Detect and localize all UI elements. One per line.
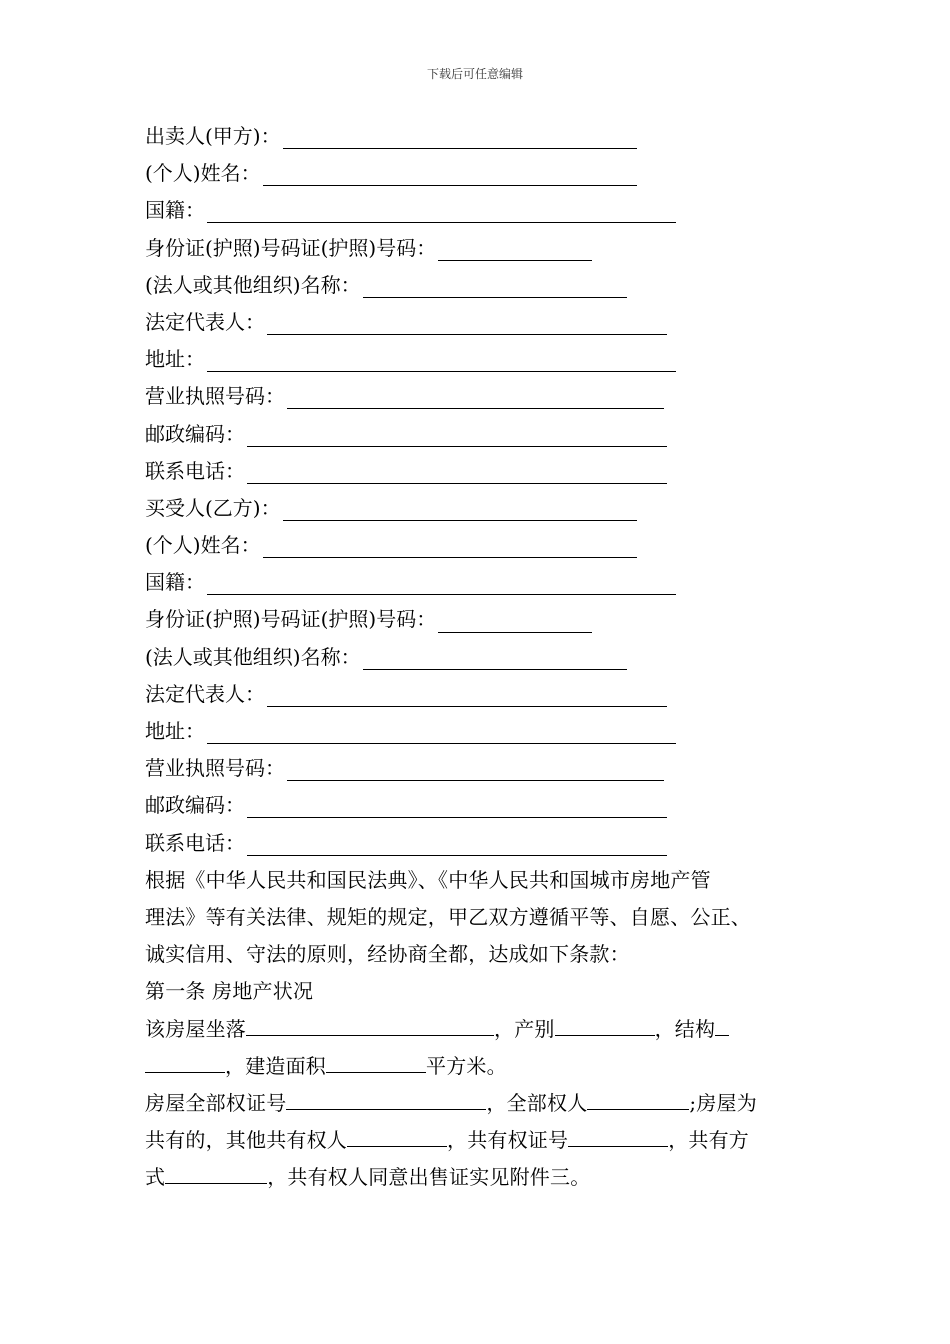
field-label: 邮政编码： bbox=[145, 421, 245, 446]
preamble-line: 根据《中华人民共和国民法典》、《中华人民共和国城市房地产管 bbox=[145, 867, 711, 892]
buyer-heading-row bbox=[145, 490, 825, 527]
owner-blank[interactable] bbox=[587, 1085, 689, 1110]
seller-postal-row bbox=[145, 416, 825, 453]
seller-id-row bbox=[145, 230, 825, 267]
buyer-nationality-blank[interactable] bbox=[207, 566, 676, 595]
buyer-address-blank[interactable] bbox=[207, 715, 676, 744]
seller-nationality-blank[interactable] bbox=[207, 194, 676, 223]
buyer-license-row bbox=[145, 750, 825, 787]
structure-blank[interactable] bbox=[145, 1048, 225, 1073]
page-header-note: 下载后可任意编辑 bbox=[426, 67, 523, 81]
article-1-title: 第一条 房地产状况 bbox=[145, 979, 314, 1004]
paragraph-text: ;房屋为 bbox=[689, 1090, 757, 1115]
location-blank[interactable] bbox=[246, 1011, 494, 1036]
co-ownership-mode-blank[interactable] bbox=[165, 1159, 267, 1184]
contract-body bbox=[145, 118, 825, 1197]
field-label: (个人)姓名： bbox=[145, 161, 261, 186]
co-owner-blank[interactable] bbox=[347, 1122, 447, 1147]
preamble-line: 理法》等有关法律、规矩的规定，甲乙双方遵循平等、自愿、公正、 bbox=[145, 904, 751, 929]
buyer-license-blank[interactable] bbox=[287, 752, 664, 781]
seller-org-row bbox=[145, 267, 825, 304]
seller-address-row bbox=[145, 341, 825, 378]
buyer-id-blank[interactable] bbox=[438, 604, 592, 633]
seller-address-blank[interactable] bbox=[207, 343, 676, 372]
preamble-line: 诚实信用、守法的原则，经协商全都，达成如下条款： bbox=[145, 942, 630, 967]
buyer-blank[interactable] bbox=[283, 492, 637, 521]
paragraph-text: ，共有权证号 bbox=[447, 1128, 569, 1153]
paragraph-text: 式 bbox=[145, 1165, 166, 1190]
paragraph-text: ，共有方 bbox=[668, 1128, 750, 1153]
paragraph-text: ，结构 bbox=[654, 1016, 716, 1041]
seller-postal-blank[interactable] bbox=[247, 418, 667, 447]
field-label: 国籍： bbox=[145, 198, 205, 223]
field-label: 法定代表人： bbox=[145, 681, 265, 706]
seller-heading: 出卖人(甲方)： bbox=[145, 124, 281, 148]
preamble-paragraph bbox=[145, 862, 825, 974]
buyer-name-blank[interactable] bbox=[263, 529, 637, 558]
field-label: 法定代表人： bbox=[145, 309, 265, 334]
seller-rep-row bbox=[145, 304, 825, 341]
buyer-nationality-row bbox=[145, 564, 825, 601]
paragraph-text: 房屋全部权证号 bbox=[145, 1090, 287, 1115]
paragraph-text: 该房屋坐落 bbox=[145, 1016, 246, 1041]
field-label: 地址： bbox=[145, 347, 205, 372]
buyer-org-row bbox=[145, 639, 825, 676]
field-label: 国籍： bbox=[145, 570, 205, 595]
paragraph-text: ，建造面积 bbox=[225, 1053, 326, 1078]
article-1-paragraph-1 bbox=[145, 1011, 825, 1085]
field-label: 邮政编码： bbox=[145, 793, 245, 818]
seller-phone-blank[interactable] bbox=[247, 455, 667, 484]
area-blank[interactable] bbox=[326, 1048, 426, 1073]
paragraph-text: ，全部权人 bbox=[486, 1090, 588, 1115]
seller-heading-row bbox=[145, 118, 825, 155]
structure-blank-start[interactable] bbox=[715, 1011, 729, 1036]
field-label: (法人或其他组织)名称： bbox=[145, 644, 361, 669]
buyer-address-row bbox=[145, 713, 825, 750]
seller-license-row bbox=[145, 378, 825, 415]
paragraph-text: ，产别 bbox=[494, 1016, 555, 1041]
seller-blank[interactable] bbox=[283, 120, 637, 149]
seller-license-blank[interactable] bbox=[287, 380, 664, 409]
buyer-rep-row bbox=[145, 676, 825, 713]
buyer-postal-blank[interactable] bbox=[247, 789, 667, 818]
field-label: (法人或其他组织)名称： bbox=[145, 272, 361, 297]
paragraph-text: 共有的，其他共有权人 bbox=[145, 1128, 347, 1153]
field-label: 营业执照号码： bbox=[145, 384, 285, 409]
field-label: 营业执照号码： bbox=[145, 756, 285, 781]
seller-phone-row bbox=[145, 453, 825, 490]
buyer-heading: 买受人(乙方)： bbox=[145, 495, 281, 520]
field-label: (个人)姓名： bbox=[145, 533, 261, 558]
field-label: 联系电话： bbox=[145, 830, 245, 855]
buyer-id-row bbox=[145, 601, 825, 638]
seller-nationality-row bbox=[145, 192, 825, 229]
paragraph-text: ，共有权人同意出售证实见附件三。 bbox=[267, 1165, 591, 1190]
field-label: 身份证(护照)号码证(护照)号码： bbox=[145, 235, 437, 260]
buyer-phone-blank[interactable] bbox=[247, 827, 667, 856]
certificate-number-blank[interactable] bbox=[286, 1085, 486, 1110]
field-label: 地址： bbox=[145, 719, 205, 743]
field-label: 联系电话： bbox=[145, 458, 245, 483]
property-type-blank[interactable] bbox=[555, 1011, 655, 1036]
buyer-rep-blank[interactable] bbox=[267, 678, 667, 707]
buyer-phone-row bbox=[145, 825, 825, 862]
field-label: 身份证(护照)号码证(护照)号码： bbox=[145, 607, 437, 632]
seller-name-blank[interactable] bbox=[263, 157, 637, 186]
paragraph-text: 平方米。 bbox=[426, 1053, 507, 1078]
buyer-org-blank[interactable] bbox=[363, 641, 627, 670]
buyer-postal-row bbox=[145, 787, 825, 824]
co-certificate-blank[interactable] bbox=[568, 1122, 668, 1147]
buyer-name-row bbox=[145, 527, 825, 564]
article-1-paragraph-2 bbox=[145, 1085, 825, 1197]
seller-id-blank[interactable] bbox=[438, 232, 592, 261]
seller-rep-blank[interactable] bbox=[267, 306, 667, 335]
seller-org-blank[interactable] bbox=[363, 269, 627, 298]
seller-name-row bbox=[145, 155, 825, 192]
